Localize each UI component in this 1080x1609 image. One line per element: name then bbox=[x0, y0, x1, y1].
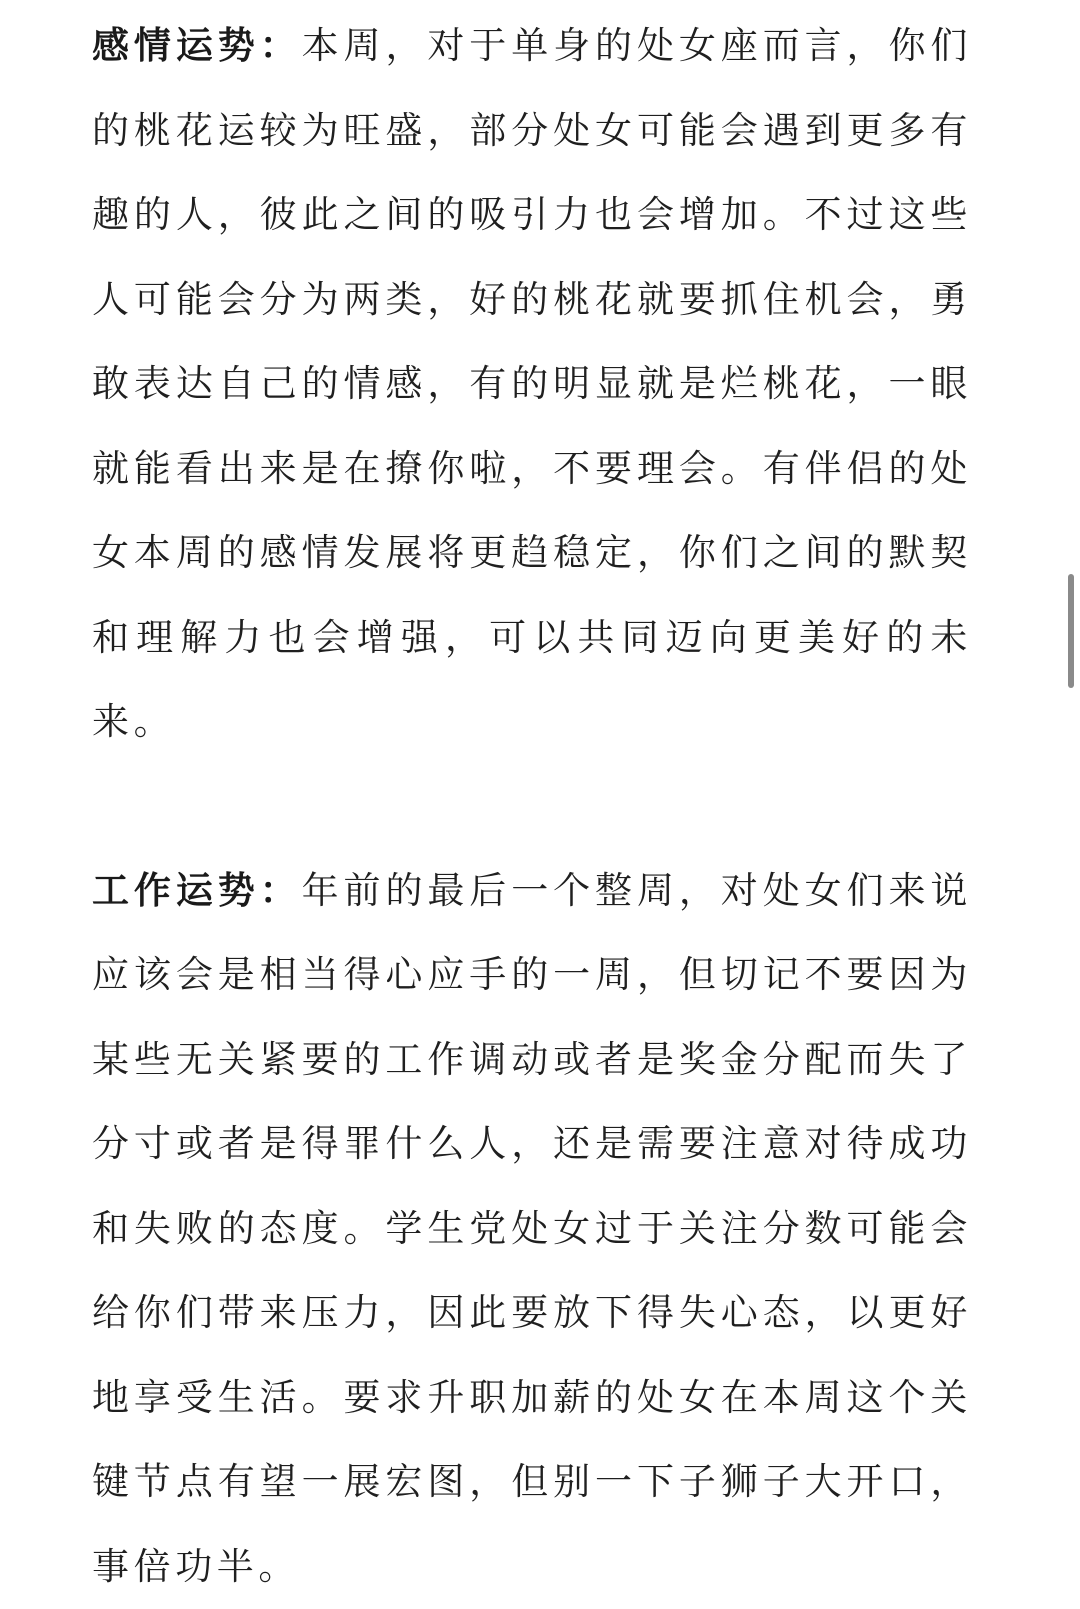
work-fortune-text: 年前的最后一个整周，对处女们来说应该会是相当得心应手的一周，但切记不要因为某些无关紧要的工作调动或者是奖金分配而失了分寸或者是得罪什么人，还是需要注意对待成功和失败的态度。学生党处女过于关注分数可能会给你们带来压力，因此要放下得失心态，以更好地享受生活。要求升职加薪的处女在本周这个关键节点有望一展宏图，但别一下子狮子大开口，事倍功半。 bbox=[92, 869, 972, 1588]
article-body bbox=[92, 4, 972, 1609]
work-fortune-label: 工作运势： bbox=[92, 869, 302, 912]
work-fortune-paragraph bbox=[92, 849, 972, 1609]
love-fortune-label: 感情运势： bbox=[92, 24, 302, 67]
vertical-scrollbar[interactable] bbox=[1066, 0, 1076, 1594]
scrollbar-thumb[interactable] bbox=[1068, 574, 1074, 688]
love-fortune-text: 本周，对于单身的处女座而言，你们的桃花运较为旺盛，部分处女可能会遇到更多有趣的人，彼此之间的吸引力也会增加。不过这些人可能会分为两类，好的桃花就要抓住机会，勇敢表达自己的情感，有的明显就是烂桃花，一眼就能看出来是在撩你啦，不要理会。有伴侣的处女本周的感情发展将更趋稳定，你们之间的默契和理解力也会增强，可以共同迈向更美好的未来。 bbox=[92, 24, 972, 743]
love-fortune-paragraph bbox=[92, 4, 972, 765]
